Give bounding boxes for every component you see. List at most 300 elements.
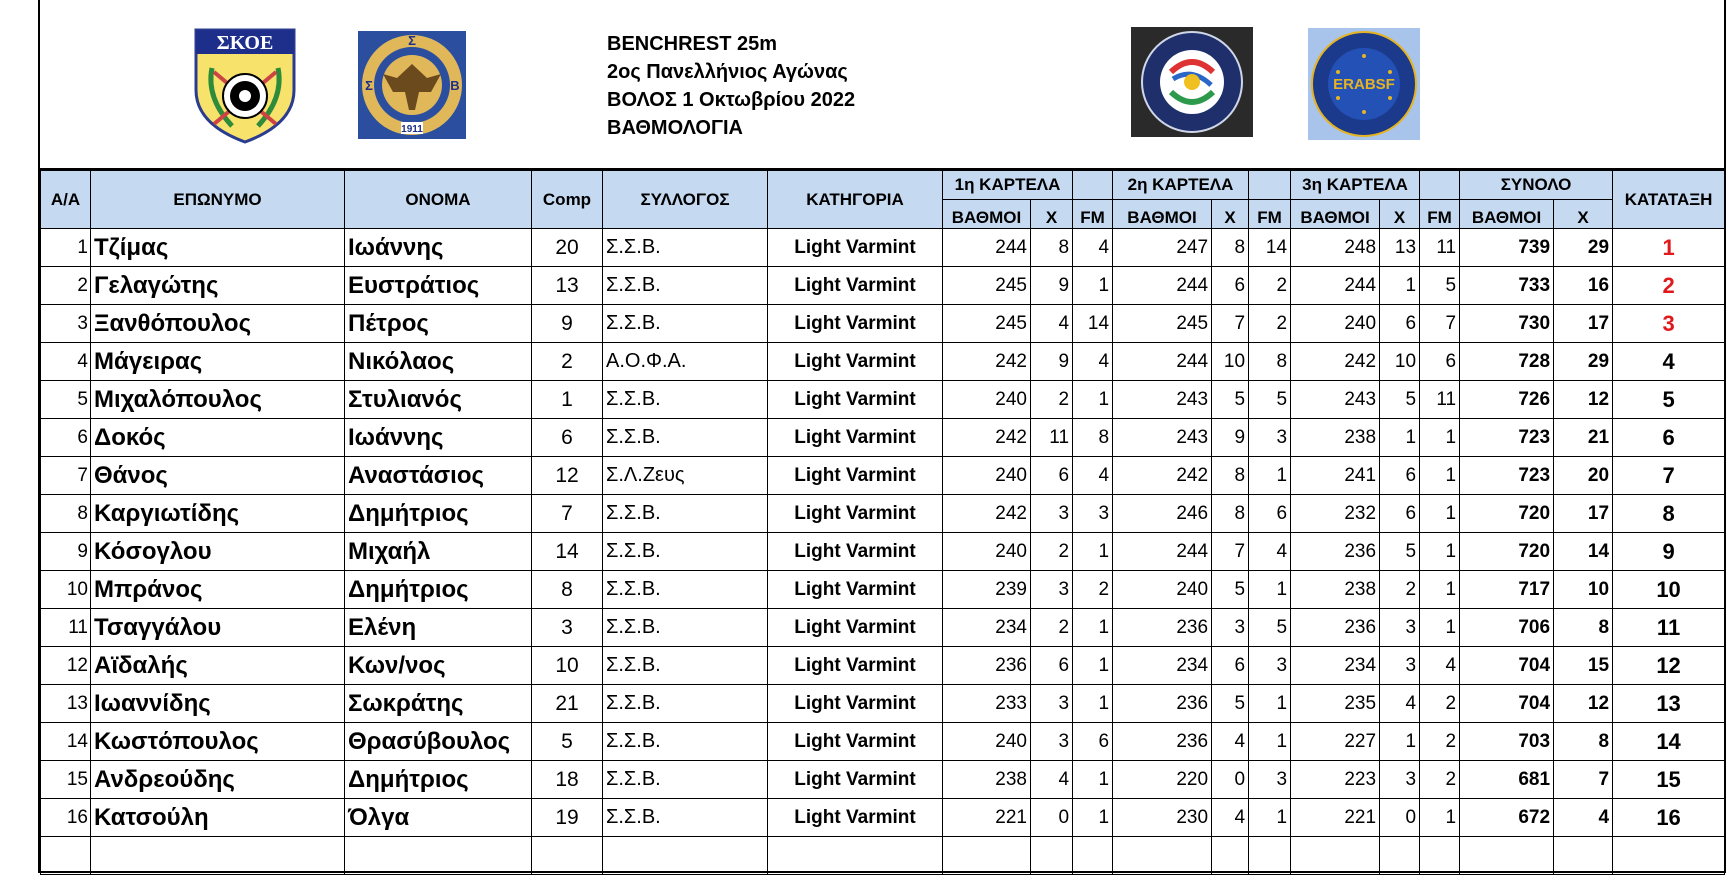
card2-fm-cell: 4 <box>1249 533 1291 571</box>
card2-fm-cell: 5 <box>1249 381 1291 419</box>
card2-x-cell: 0 <box>1212 761 1249 799</box>
card1-points-cell: 234 <box>943 609 1031 647</box>
category-cell: Light Varmint <box>768 761 943 799</box>
table-row <box>41 571 1725 609</box>
total-points-cell: 730 <box>1460 305 1554 343</box>
card1-x-cell: 2 <box>1031 609 1073 647</box>
col-c3-x: Χ <box>1380 200 1420 229</box>
card2-points-cell: 240 <box>1113 571 1212 609</box>
card3-x-cell: 1 <box>1380 723 1420 761</box>
comp-number-cell: 6 <box>532 419 603 457</box>
card2-x-cell: 4 <box>1212 799 1249 837</box>
card2-fm-cell: 1 <box>1249 457 1291 495</box>
card2-x-cell: 8 <box>1212 457 1249 495</box>
card1-x-cell: 4 <box>1031 761 1073 799</box>
row-index: 6 <box>41 419 91 457</box>
results-body <box>41 229 1725 875</box>
comp-number-cell: 19 <box>532 799 603 837</box>
total-points-cell: 703 <box>1460 723 1554 761</box>
card2-points-cell: 245 <box>1113 305 1212 343</box>
empty-cell <box>41 837 91 875</box>
card2-points-cell: 243 <box>1113 419 1212 457</box>
ssv-logo <box>357 30 467 140</box>
club-cell: Σ.Σ.Β. <box>603 723 768 761</box>
table-row <box>41 457 1725 495</box>
name-cell: Ευστράτιος <box>345 267 532 305</box>
total-points-cell: 704 <box>1460 647 1554 685</box>
comp-number-cell: 12 <box>532 457 603 495</box>
card3-points-cell: 241 <box>1291 457 1380 495</box>
card2-fm-cell: 3 <box>1249 419 1291 457</box>
total-points-cell: 720 <box>1460 533 1554 571</box>
card1-points-cell: 245 <box>943 267 1031 305</box>
club-cell: Σ.Σ.Β. <box>603 609 768 647</box>
card2-points-cell: 244 <box>1113 343 1212 381</box>
rank-cell: 4 <box>1613 343 1725 381</box>
card3-points-cell: 236 <box>1291 609 1380 647</box>
empty-row <box>41 837 1725 875</box>
card1-fm-cell: 4 <box>1073 343 1113 381</box>
category-cell: Light Varmint <box>768 229 943 267</box>
row-index: 8 <box>41 495 91 533</box>
card2-points-cell: 247 <box>1113 229 1212 267</box>
category-cell: Light Varmint <box>768 267 943 305</box>
total-x-cell: 29 <box>1554 229 1613 267</box>
card1-points-cell: 245 <box>943 305 1031 343</box>
empty-cell <box>1249 837 1291 875</box>
club-cell: Σ.Σ.Β. <box>603 647 768 685</box>
svg-text:Β: Β <box>450 78 460 93</box>
card1-x-cell: 2 <box>1031 381 1073 419</box>
card2-fm-cell: 3 <box>1249 761 1291 799</box>
surname-cell: Τσαγγάλου <box>91 609 345 647</box>
rank-cell: 6 <box>1613 419 1725 457</box>
empty-cell <box>1420 837 1460 875</box>
card2-x-cell: 10 <box>1212 343 1249 381</box>
empty-cell <box>1613 837 1725 875</box>
card3-points-cell: 221 <box>1291 799 1380 837</box>
group-card2-spacer <box>1249 171 1291 200</box>
rank-cell: 2 <box>1613 267 1725 305</box>
card1-fm-cell: 4 <box>1073 229 1113 267</box>
surname-cell: Μπράνος <box>91 571 345 609</box>
card1-fm-cell: 1 <box>1073 533 1113 571</box>
card3-fm-cell: 5 <box>1420 267 1460 305</box>
col-rank: ΚΑΤΑΤΑΞΗ <box>1613 171 1725 229</box>
card2-fm-cell: 5 <box>1249 609 1291 647</box>
standings-title: ΒΑΘΜΟΛΟΓΙΑ <box>607 117 743 139</box>
card2-fm-cell: 6 <box>1249 495 1291 533</box>
row-index: 7 <box>41 457 91 495</box>
results-table <box>40 170 1725 875</box>
rank-cell: 1 <box>1613 229 1725 267</box>
rank-cell: 9 <box>1613 533 1725 571</box>
category-cell: Light Varmint <box>768 305 943 343</box>
card1-points-cell: 244 <box>943 229 1031 267</box>
card3-points-cell: 240 <box>1291 305 1380 343</box>
card2-x-cell: 4 <box>1212 723 1249 761</box>
rank-cell: 14 <box>1613 723 1725 761</box>
card3-x-cell: 6 <box>1380 495 1420 533</box>
card1-fm-cell: 1 <box>1073 761 1113 799</box>
card1-points-cell: 233 <box>943 685 1031 723</box>
card1-fm-cell: 1 <box>1073 267 1113 305</box>
card3-fm-cell: 11 <box>1420 381 1460 419</box>
col-category: ΚΑΤΗΓΟΡΙΑ <box>768 171 943 229</box>
empty-cell <box>91 837 345 875</box>
table-row <box>41 723 1725 761</box>
surname-cell: Μιχαλόπουλος <box>91 381 345 419</box>
rank-cell: 7 <box>1613 457 1725 495</box>
name-cell: Θρασύβουλος <box>345 723 532 761</box>
name-cell: Νικόλαος <box>345 343 532 381</box>
rank-cell: 13 <box>1613 685 1725 723</box>
card3-points-cell: 248 <box>1291 229 1380 267</box>
row-index: 10 <box>41 571 91 609</box>
comp-number-cell: 3 <box>532 609 603 647</box>
card3-fm-cell: 1 <box>1420 609 1460 647</box>
club-cell: Σ.Σ.Β. <box>603 229 768 267</box>
row-index: 11 <box>41 609 91 647</box>
club-cell: Σ.Σ.Β. <box>603 495 768 533</box>
card1-x-cell: 3 <box>1031 571 1073 609</box>
total-x-cell: 17 <box>1554 495 1613 533</box>
row-index: 4 <box>41 343 91 381</box>
table-row <box>41 761 1725 799</box>
empty-cell <box>768 837 943 875</box>
card3-fm-cell: 6 <box>1420 343 1460 381</box>
surname-cell: Θάνος <box>91 457 345 495</box>
col-c2-fm: FM <box>1249 200 1291 229</box>
card1-fm-cell: 8 <box>1073 419 1113 457</box>
col-c2-x: Χ <box>1212 200 1249 229</box>
table-row <box>41 685 1725 723</box>
col-total-points: ΒΑΘΜΟΙ <box>1460 200 1554 229</box>
card1-x-cell: 2 <box>1031 533 1073 571</box>
category-cell: Light Varmint <box>768 457 943 495</box>
total-points-cell: 717 <box>1460 571 1554 609</box>
surname-cell: Ιωαννίδης <box>91 685 345 723</box>
card2-points-cell: 242 <box>1113 457 1212 495</box>
surname-cell: Κόσογλου <box>91 533 345 571</box>
card3-x-cell: 2 <box>1380 571 1420 609</box>
card2-fm-cell: 1 <box>1249 685 1291 723</box>
total-points-cell: 706 <box>1460 609 1554 647</box>
card2-fm-cell: 3 <box>1249 647 1291 685</box>
comp-number-cell: 7 <box>532 495 603 533</box>
card3-x-cell: 10 <box>1380 343 1420 381</box>
skoe-logo <box>192 28 298 144</box>
card3-points-cell: 238 <box>1291 571 1380 609</box>
comp-number-cell: 13 <box>532 267 603 305</box>
table-row <box>41 609 1725 647</box>
card3-points-cell: 243 <box>1291 381 1380 419</box>
card1-x-cell: 9 <box>1031 267 1073 305</box>
card3-fm-cell: 1 <box>1420 495 1460 533</box>
card3-fm-cell: 1 <box>1420 799 1460 837</box>
club-cell: Σ.Σ.Β. <box>603 761 768 799</box>
svg-text:Σ: Σ <box>408 33 416 48</box>
comp-number-cell: 2 <box>532 343 603 381</box>
card2-x-cell: 7 <box>1212 533 1249 571</box>
card1-fm-cell: 1 <box>1073 799 1113 837</box>
table-row <box>41 419 1725 457</box>
total-points-cell: 720 <box>1460 495 1554 533</box>
col-comp: Comp <box>532 171 603 229</box>
club-cell: Σ.Σ.Β. <box>603 533 768 571</box>
rank-cell: 11 <box>1613 609 1725 647</box>
category-cell: Light Varmint <box>768 723 943 761</box>
card2-fm-cell: 1 <box>1249 723 1291 761</box>
group-card3-spacer <box>1420 171 1460 200</box>
card3-points-cell: 236 <box>1291 533 1380 571</box>
surname-cell: Μάγειρας <box>91 343 345 381</box>
total-x-cell: 4 <box>1554 799 1613 837</box>
event-subtitle: 2ος Πανελλήνιος Αγώνας <box>607 61 848 83</box>
col-name: ΟΝΟΜΑ <box>345 171 532 229</box>
event-title: BENCHREST 25m <box>607 33 778 55</box>
comp-number-cell: 14 <box>532 533 603 571</box>
category-cell: Light Varmint <box>768 609 943 647</box>
club-cell: Σ.Σ.Β. <box>603 381 768 419</box>
table-row <box>41 495 1725 533</box>
name-cell: Ιωάννης <box>345 229 532 267</box>
card2-points-cell: 236 <box>1113 723 1212 761</box>
total-points-cell: 726 <box>1460 381 1554 419</box>
card2-x-cell: 5 <box>1212 381 1249 419</box>
card1-x-cell: 6 <box>1031 647 1073 685</box>
name-cell: Δημήτριος <box>345 495 532 533</box>
col-c3-points: ΒΑΘΜΟΙ <box>1291 200 1380 229</box>
card1-points-cell: 240 <box>943 381 1031 419</box>
name-cell: Κων/νος <box>345 647 532 685</box>
col-club: ΣΥΛΛΟΓΟΣ <box>603 171 768 229</box>
surname-cell: Δοκός <box>91 419 345 457</box>
total-points-cell: 733 <box>1460 267 1554 305</box>
card3-x-cell: 5 <box>1380 533 1420 571</box>
surname-cell: Τζίμας <box>91 229 345 267</box>
total-x-cell: 12 <box>1554 381 1613 419</box>
surname-cell: Καργιωτίδης <box>91 495 345 533</box>
card2-fm-cell: 2 <box>1249 305 1291 343</box>
col-total-x: Χ <box>1554 200 1613 229</box>
club-cell: Σ.Σ.Β. <box>603 799 768 837</box>
table-row <box>41 533 1725 571</box>
group-card2: 2η ΚΑΡΤΕΛΑ <box>1113 171 1249 200</box>
card3-x-cell: 1 <box>1380 267 1420 305</box>
card1-x-cell: 11 <box>1031 419 1073 457</box>
row-index: 2 <box>41 267 91 305</box>
card2-x-cell: 6 <box>1212 647 1249 685</box>
card1-fm-cell: 1 <box>1073 609 1113 647</box>
club-cell: Σ.Σ.Β. <box>603 267 768 305</box>
club-cell: Σ.Λ.Ζευς <box>603 457 768 495</box>
card2-fm-cell: 14 <box>1249 229 1291 267</box>
card3-fm-cell: 1 <box>1420 533 1460 571</box>
surname-cell: Ξανθόπουλος <box>91 305 345 343</box>
surname-cell: Κωστόπουλος <box>91 723 345 761</box>
total-points-cell: 704 <box>1460 685 1554 723</box>
group-card1: 1η ΚΑΡΤΕΛΑ <box>943 171 1073 200</box>
club-cell: Σ.Σ.Β. <box>603 571 768 609</box>
card3-fm-cell: 2 <box>1420 761 1460 799</box>
name-cell: Σωκράτης <box>345 685 532 723</box>
row-index: 14 <box>41 723 91 761</box>
empty-cell <box>603 837 768 875</box>
card2-fm-cell: 1 <box>1249 799 1291 837</box>
rank-cell: 15 <box>1613 761 1725 799</box>
col-c3-fm: FM <box>1420 200 1460 229</box>
name-cell: Στυλιανός <box>345 381 532 419</box>
card3-points-cell: 232 <box>1291 495 1380 533</box>
card3-fm-cell: 11 <box>1420 229 1460 267</box>
row-index: 5 <box>41 381 91 419</box>
card2-x-cell: 5 <box>1212 685 1249 723</box>
club-cell: Σ.Σ.Β. <box>603 685 768 723</box>
card1-fm-cell: 4 <box>1073 457 1113 495</box>
results-sheet <box>38 0 1726 873</box>
event-date: ΒΟΛΟΣ 1 Οκτωβρίου 2022 <box>607 89 856 111</box>
rank-cell: 10 <box>1613 571 1725 609</box>
comp-number-cell: 9 <box>532 305 603 343</box>
wrabf-logo <box>1131 27 1253 137</box>
total-x-cell: 8 <box>1554 609 1613 647</box>
card1-points-cell: 240 <box>943 457 1031 495</box>
card2-points-cell: 234 <box>1113 647 1212 685</box>
card3-fm-cell: 1 <box>1420 457 1460 495</box>
card1-x-cell: 4 <box>1031 305 1073 343</box>
card3-points-cell: 223 <box>1291 761 1380 799</box>
card3-points-cell: 227 <box>1291 723 1380 761</box>
card3-x-cell: 13 <box>1380 229 1420 267</box>
table-row <box>41 647 1725 685</box>
comp-number-cell: 5 <box>532 723 603 761</box>
card1-points-cell: 239 <box>943 571 1031 609</box>
total-x-cell: 21 <box>1554 419 1613 457</box>
comp-number-cell: 21 <box>532 685 603 723</box>
card3-x-cell: 6 <box>1380 305 1420 343</box>
empty-cell <box>1073 837 1113 875</box>
total-points-cell: 723 <box>1460 457 1554 495</box>
card1-fm-cell: 1 <box>1073 685 1113 723</box>
card1-fm-cell: 6 <box>1073 723 1113 761</box>
card1-fm-cell: 14 <box>1073 305 1113 343</box>
card2-points-cell: 243 <box>1113 381 1212 419</box>
group-card3: 3η ΚΑΡΤΕΛΑ <box>1291 171 1420 200</box>
row-index: 16 <box>41 799 91 837</box>
name-cell: Όλγα <box>345 799 532 837</box>
rank-cell: 8 <box>1613 495 1725 533</box>
table-row <box>41 305 1725 343</box>
card3-fm-cell: 4 <box>1420 647 1460 685</box>
total-points-cell: 728 <box>1460 343 1554 381</box>
club-cell: Α.Ο.Φ.Α. <box>603 343 768 381</box>
card3-x-cell: 5 <box>1380 381 1420 419</box>
category-cell: Light Varmint <box>768 799 943 837</box>
name-cell: Δημήτριος <box>345 761 532 799</box>
card1-x-cell: 3 <box>1031 685 1073 723</box>
empty-cell <box>1113 837 1212 875</box>
category-cell: Light Varmint <box>768 419 943 457</box>
category-cell: Light Varmint <box>768 381 943 419</box>
card1-points-cell: 240 <box>943 533 1031 571</box>
row-index: 13 <box>41 685 91 723</box>
card3-fm-cell: 2 <box>1420 723 1460 761</box>
surname-cell: Ανδρεούδης <box>91 761 345 799</box>
empty-cell <box>943 837 1031 875</box>
card1-fm-cell: 3 <box>1073 495 1113 533</box>
svg-text:Σ: Σ <box>365 78 373 93</box>
total-x-cell: 7 <box>1554 761 1613 799</box>
table-row <box>41 381 1725 419</box>
row-index: 12 <box>41 647 91 685</box>
surname-cell: Αϊδαλής <box>91 647 345 685</box>
name-cell: Αναστάσιος <box>345 457 532 495</box>
total-x-cell: 29 <box>1554 343 1613 381</box>
total-points-cell: 723 <box>1460 419 1554 457</box>
row-index: 1 <box>41 229 91 267</box>
empty-cell <box>1212 837 1249 875</box>
card2-x-cell: 3 <box>1212 609 1249 647</box>
card2-x-cell: 8 <box>1212 495 1249 533</box>
total-x-cell: 8 <box>1554 723 1613 761</box>
card1-fm-cell: 2 <box>1073 571 1113 609</box>
total-x-cell: 15 <box>1554 647 1613 685</box>
total-points-cell: 739 <box>1460 229 1554 267</box>
total-x-cell: 14 <box>1554 533 1613 571</box>
card1-x-cell: 3 <box>1031 723 1073 761</box>
total-x-cell: 12 <box>1554 685 1613 723</box>
card3-fm-cell: 7 <box>1420 305 1460 343</box>
svg-text:ΣΚΟΕ: ΣΚΟΕ <box>216 32 274 54</box>
total-x-cell: 20 <box>1554 457 1613 495</box>
empty-cell <box>1291 837 1380 875</box>
comp-number-cell: 1 <box>532 381 603 419</box>
category-cell: Light Varmint <box>768 647 943 685</box>
card1-x-cell: 8 <box>1031 229 1073 267</box>
total-x-cell: 17 <box>1554 305 1613 343</box>
card1-x-cell: 0 <box>1031 799 1073 837</box>
card2-x-cell: 5 <box>1212 571 1249 609</box>
card2-x-cell: 7 <box>1212 305 1249 343</box>
table-row <box>41 799 1725 837</box>
erabsf-logo <box>1308 28 1420 140</box>
svg-text:ERABSF: ERABSF <box>1333 76 1395 93</box>
comp-number-cell: 8 <box>532 571 603 609</box>
surname-cell: Γελαγώτης <box>91 267 345 305</box>
card3-points-cell: 234 <box>1291 647 1380 685</box>
card3-x-cell: 3 <box>1380 647 1420 685</box>
empty-cell <box>1460 837 1554 875</box>
col-c1-x: Χ <box>1031 200 1073 229</box>
empty-cell <box>532 837 603 875</box>
total-points-cell: 672 <box>1460 799 1554 837</box>
card1-points-cell: 242 <box>943 495 1031 533</box>
card1-points-cell: 238 <box>943 761 1031 799</box>
card1-x-cell: 3 <box>1031 495 1073 533</box>
card1-x-cell: 9 <box>1031 343 1073 381</box>
card3-fm-cell: 2 <box>1420 685 1460 723</box>
empty-cell <box>345 837 532 875</box>
card1-points-cell: 242 <box>943 343 1031 381</box>
card3-fm-cell: 1 <box>1420 419 1460 457</box>
card3-x-cell: 0 <box>1380 799 1420 837</box>
card1-points-cell: 236 <box>943 647 1031 685</box>
card2-points-cell: 220 <box>1113 761 1212 799</box>
name-cell: Μιχαήλ <box>345 533 532 571</box>
card2-x-cell: 6 <box>1212 267 1249 305</box>
comp-number-cell: 18 <box>532 761 603 799</box>
